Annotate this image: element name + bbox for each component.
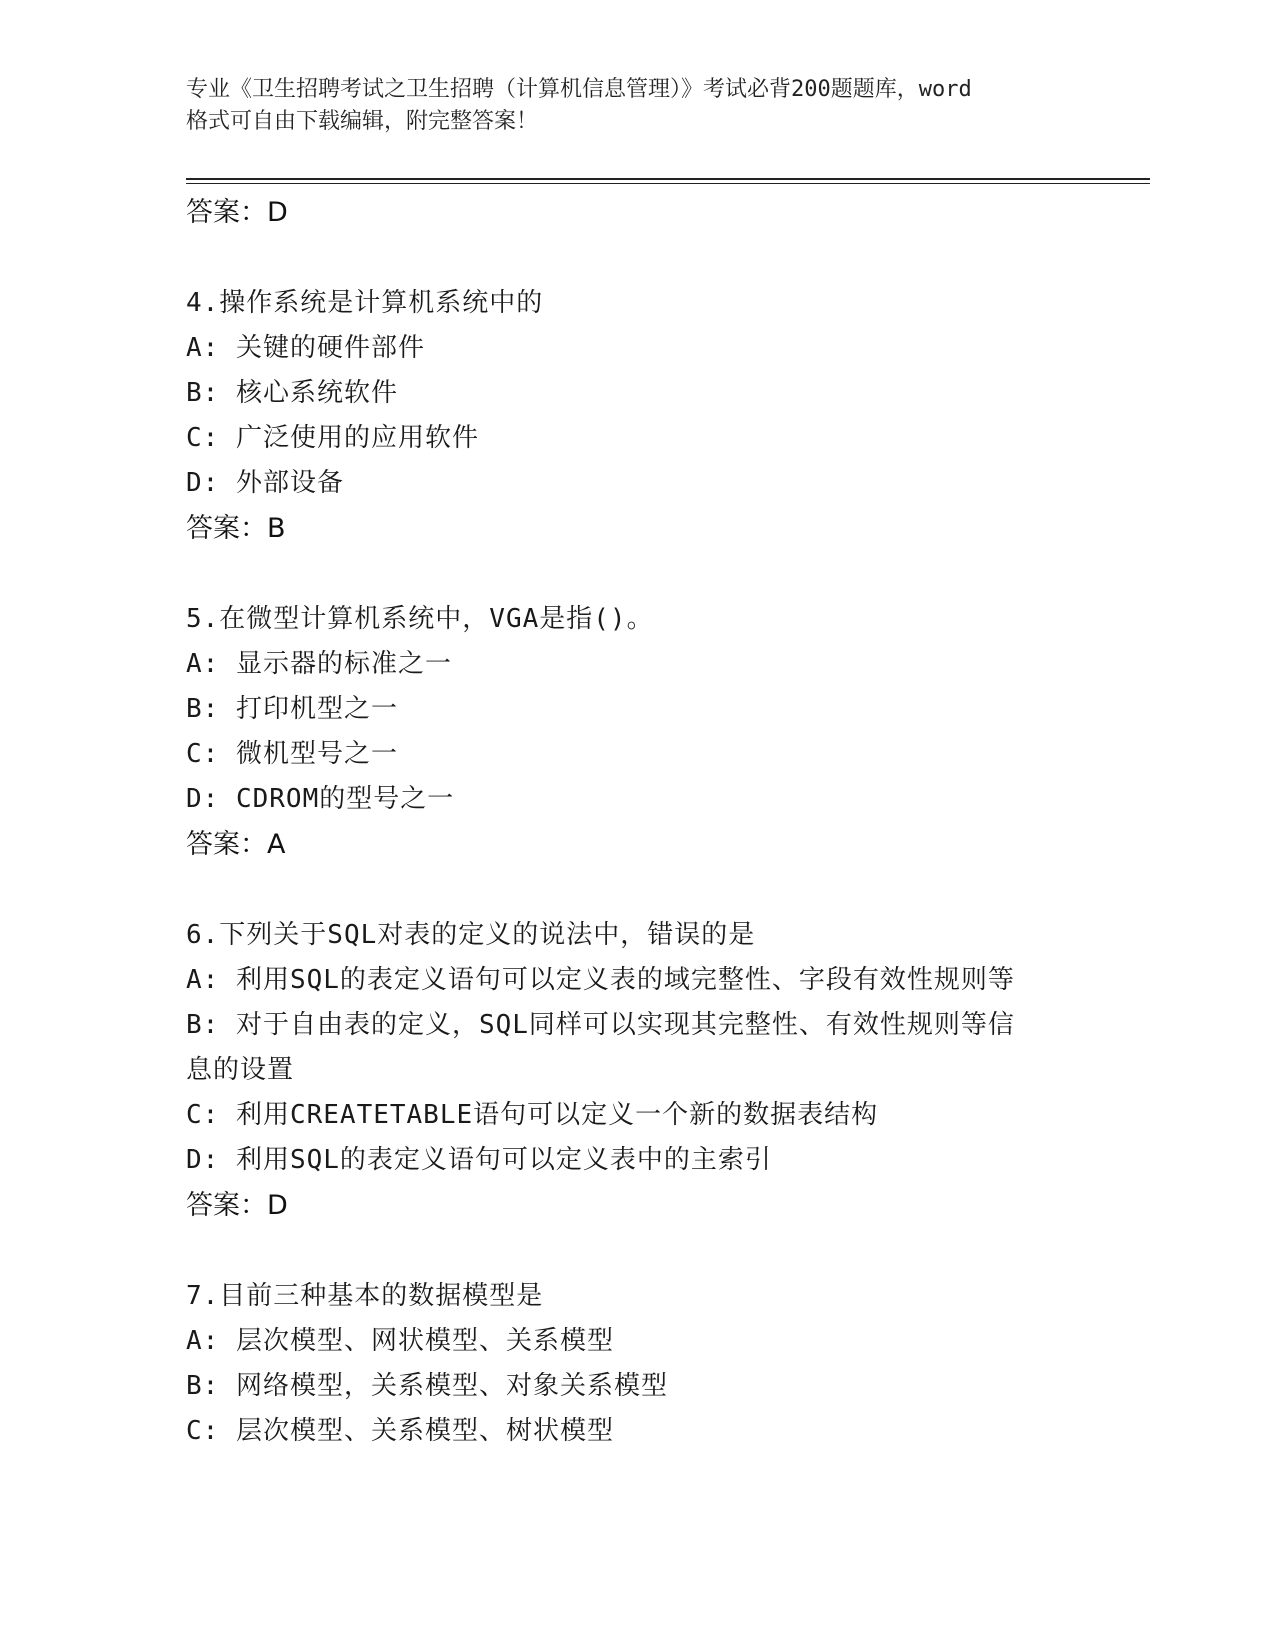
option-d: D: 利用SQL的表定义语句可以定义表中的主索引 <box>186 1145 772 1175</box>
header-divider-thin <box>186 183 1150 184</box>
document-header <box>186 74 1086 138</box>
option-d: D: 外部设备 <box>186 468 344 498</box>
option-a: A: 利用SQL的表定义语句可以定义表的域完整性、字段有效性规则等 <box>186 965 1015 995</box>
question-list <box>186 190 1086 1454</box>
option-c: C: 层次模型、关系模型、树状模型 <box>186 1416 614 1446</box>
option-b: B: 核心系统软件 <box>186 378 398 408</box>
option-b: B: 对于自由表的定义，SQL同样可以实现其完整性、有效性规则等信 <box>186 1010 1015 1040</box>
question-block <box>186 1274 1086 1454</box>
question-stem: 5.在微型计算机系统中，VGA是指()。 <box>186 604 654 634</box>
spacer <box>186 235 1086 281</box>
question-block <box>186 281 1086 551</box>
spacer <box>186 551 1086 597</box>
question-block <box>186 597 1086 867</box>
answer-text: 答案：A <box>186 829 286 860</box>
spacer <box>186 867 1086 913</box>
spacer <box>186 1228 1086 1274</box>
option-a: A: 显示器的标准之一 <box>186 649 452 679</box>
header-divider-thick <box>186 178 1150 180</box>
header-line-2: 格式可自由下载编辑，附完整答案！ <box>186 109 539 134</box>
option-b-continued: 息的设置 <box>186 1055 295 1085</box>
option-b: B: 网络模型，关系模型、对象关系模型 <box>186 1371 668 1401</box>
option-d: D: CDROM的型号之一 <box>186 784 455 814</box>
question-stem: 4.操作系统是计算机系统中的 <box>186 288 544 318</box>
option-c: C: 广泛使用的应用软件 <box>186 423 479 453</box>
option-a: A: 层次模型、网状模型、关系模型 <box>186 1326 614 1356</box>
previous-answer: 答案：D <box>186 197 288 228</box>
option-c: C: 微机型号之一 <box>186 739 398 769</box>
question-stem: 6.下列关于SQL对表的定义的说法中，错误的是 <box>186 920 756 950</box>
answer-text: 答案：B <box>186 513 286 544</box>
option-a: A: 关键的硬件部件 <box>186 333 425 363</box>
question-block <box>186 913 1086 1228</box>
option-c: C: 利用CREATETABLE语句可以定义一个新的数据表结构 <box>186 1100 879 1130</box>
header-line-1: 专业《卫生招聘考试之卫生招聘（计算机信息管理）》考试必背200题题库，word <box>186 77 972 102</box>
question-stem: 7.目前三种基本的数据模型是 <box>186 1281 544 1311</box>
answer-text: 答案：D <box>186 1190 288 1221</box>
option-b: B: 打印机型之一 <box>186 694 398 724</box>
